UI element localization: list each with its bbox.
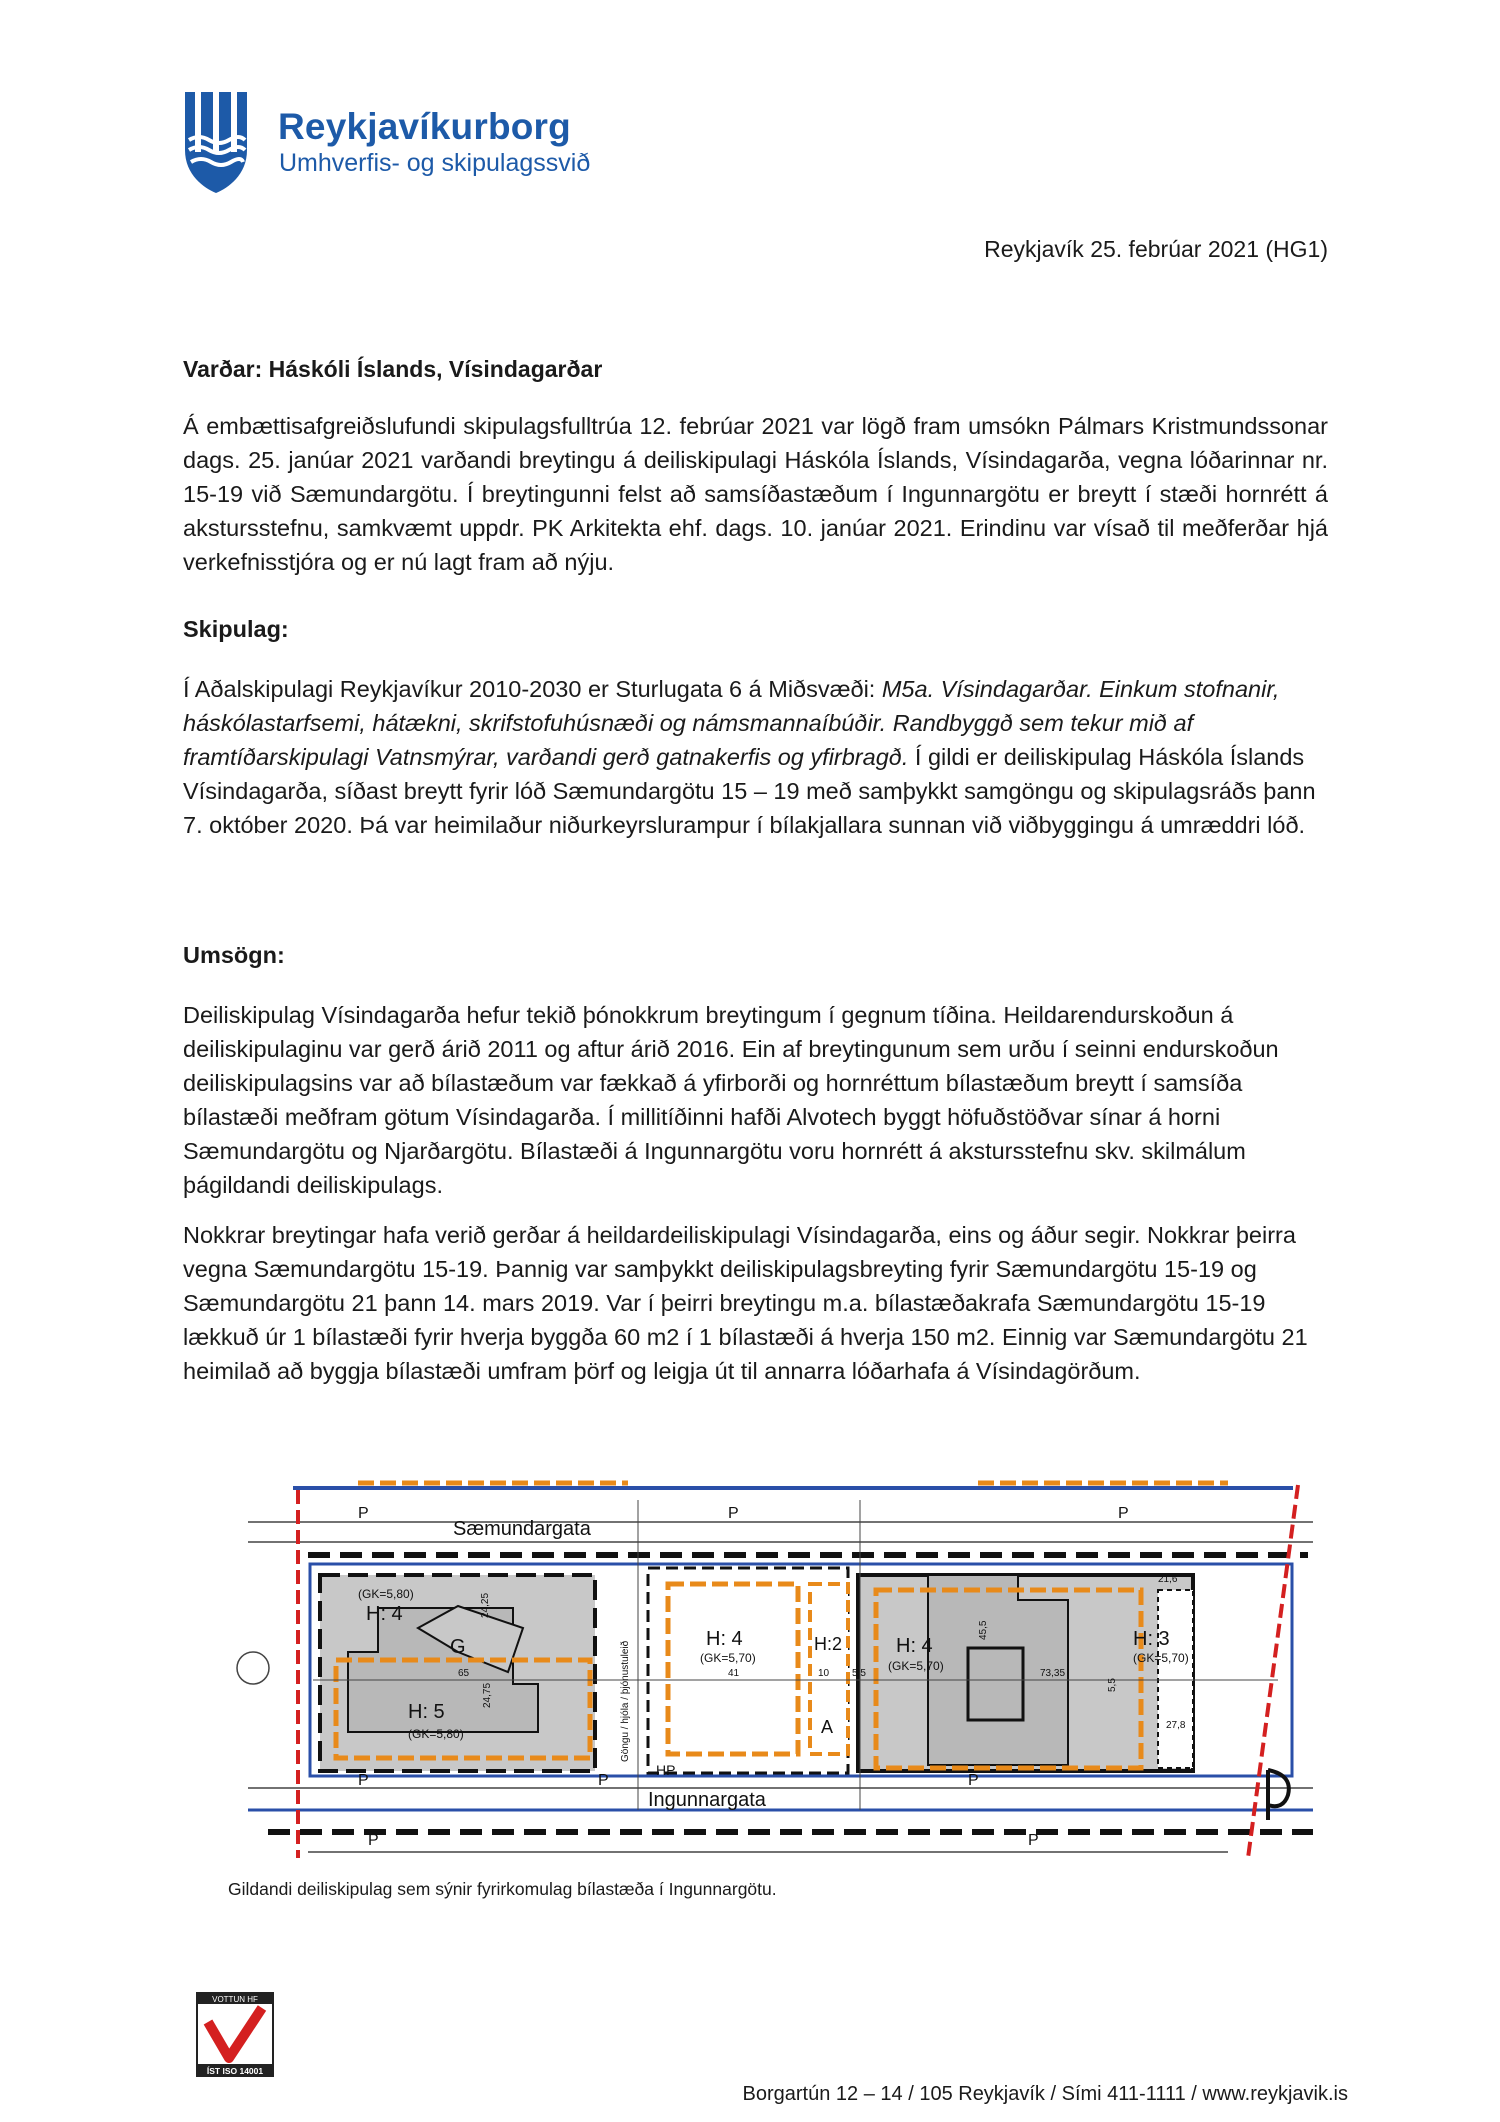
map-block-height: H: 4	[366, 1603, 403, 1625]
umsogn-heading: Umsögn:	[183, 942, 285, 968]
letter-date: Reykjavík 25. febrúar 2021 (HG1)	[984, 236, 1328, 262]
map-dimension: 41	[728, 1668, 740, 1679]
map-label-p: P	[1028, 1832, 1039, 1849]
org-department: Umhverfis- og skipulagssvið	[279, 149, 591, 177]
footer-contact: Borgartún 12 – 14 / 105 Reykjavík / Sími 411-1111 / www.reykjavik.is	[742, 2083, 1348, 2105]
map-label-p: P	[358, 1772, 369, 1789]
map-path-label: Göngu / hjóla / þjónustuleið	[620, 1640, 631, 1762]
cert-top-label: VOTTUN HF	[212, 1995, 258, 2004]
iso-certification-badge	[196, 1992, 274, 2077]
map-dimension: 24,25	[480, 1592, 491, 1618]
skipulag-text-b: Í gildi er deiliskipulag Háskóla Íslands Vísindagarða, síðast breytt fyrir lóð Sæmundargötu 15 – 19 með samþykkt samgöngu og skipulagsráðs þann 7. október 2020. Þá var heimilaður niðurkeyrslurampur í bílakjallara sunnan við viðbyggingu á umræddri lóð.	[183, 744, 1316, 838]
map-block-gk: (GK=5,70)	[700, 1651, 756, 1665]
org-name: Reykjavíkurborg	[278, 106, 571, 147]
skipulag-text-italic: M5a. Vísindagarðar. Einkum stofnanir, háskólastarfsemi, hátækni, skrifstofuhúsnæði og námsmannaíbúðir. Randbyggð sem tekur mið af framtíðarskipulagi Vatnsmýrar, varðandi gerð gatnakerfis og yfirbragð.	[183, 676, 1280, 770]
map-label-p: P	[368, 1832, 379, 1849]
map-block-gk: (GK=5,70)	[888, 1659, 944, 1673]
map-dimension: 24,75	[482, 1682, 493, 1708]
skipulag-heading: Skipulag:	[183, 616, 289, 642]
intro-paragraph: Á embættisafgreiðslufundi skipulagsfulltrúa 12. febrúar 2021 var lögð fram umsókn Pálmars Kristmundssonar dags. 25. janúar 2021 varðandi breytingu á deiliskipulagi Háskóla Íslands, Vísindagarða, vegna lóðarinnar nr. 15-19 við Sæmundargötu. Í breytingunni felst að samsíðastæðum í Ingunnargötu er breytt í stæði hornrétt á akstursstefnu, samkvæmt uppdr. PK Arkitekta ehf. dags. 10. janúar 2021. Erindinu var vísað til meðferðar hjá verkefnisstjóra og er nú lagt fram að nýju.	[183, 413, 1328, 575]
figure-caption: Gildandi deiliskipulag sem sýnir fyrirkomulag bílastæða í Ingunnargötu.	[228, 1879, 777, 1899]
letter-subject: Varðar: Háskóli Íslands, Vísindagarðar	[183, 356, 603, 382]
map-label-p: P	[1118, 1505, 1129, 1522]
map-block-height: H:2	[814, 1634, 843, 1654]
map-dimension: 10	[818, 1668, 830, 1679]
cert-bottom-label: ÍST ISO 14001	[206, 2066, 264, 2076]
map-dimension: 45,5	[978, 1620, 989, 1640]
map-dimension: 5,5	[1107, 1678, 1118, 1692]
map-street-south: Ingunnargata	[648, 1789, 766, 1811]
map-block-height: H: 5	[408, 1701, 445, 1723]
map-label-a: A	[821, 1717, 834, 1737]
map-block-gk: (GK=5,70)	[1133, 1651, 1189, 1665]
map-block-height: H: 4	[706, 1628, 743, 1650]
map-label-p: P	[968, 1772, 979, 1789]
site-plan-map	[228, 1480, 1313, 1858]
map-dimension: 21,6	[1158, 1574, 1178, 1585]
map-dimension: 5,5	[852, 1668, 866, 1679]
reykjavik-shield-logo	[183, 90, 249, 195]
skipulag-paragraph	[183, 672, 1328, 842]
map-label-p: P	[728, 1505, 739, 1522]
map-dimension: 27,8	[1166, 1720, 1186, 1731]
map-label-hp: HP	[656, 1762, 676, 1778]
map-dimension: 65	[458, 1668, 470, 1679]
map-block-gk: (GK=5,80)	[408, 1727, 464, 1741]
umsogn-paragraph-1: Deiliskipulag Vísindagarða hefur tekið þónokkrum breytingum í gegnum tíðina. Heildarendurskoðun á deiliskipulaginu var gerð árið 2011 og aftur árið 2016. Ein af breytingunum sem urðu í seinni endurskoðun deiliskipulagsins var að bílastæðum var fækkað á yfirborði og hornréttum bílastæðum breytt í samsíða bílastæði meðfram götum Vísindagarða. Í millitíðinni hafði Alvotech byggt höfuðstöðvar sínar á horni Sæmundargötu og Njarðargötu. Bílastæði á Ingunnargötu voru hornrétt á akstursstefnu skv. skilmálum þágildandi deiliskipulags.	[183, 1002, 1279, 1198]
map-street-north: Sæmundargata	[453, 1518, 591, 1540]
skipulag-text-a: Í Aðalskipulagi Reykjavíkur 2010-2030 er Sturlugata 6 á Miðsvæði:	[183, 676, 882, 702]
map-label-g: G	[450, 1636, 466, 1658]
map-dimension: 73,35	[1040, 1668, 1066, 1679]
map-block-height: H: 3	[1133, 1628, 1170, 1650]
map-label-p: P	[598, 1772, 609, 1789]
map-block-gk: (GK=5,80)	[358, 1587, 414, 1601]
map-label-p: P	[358, 1505, 369, 1522]
map-block-height: H: 4	[896, 1635, 933, 1657]
umsogn-paragraph-2: Nokkrar breytingar hafa verið gerðar á heildardeiliskipulagi Vísindagarða, eins og áður segir. Nokkrar þeirra vegna Sæmundargötu 15-19. Þannig var samþykkt deiliskipulagsbreyting fyrir Sæmundargötu 15-19 og Sæmundargötu 21 þann 14. mars 2019. Var í þeirri breytingu m.a. bílastæðakrafa Sæmundargötu 15-19 lækkuð úr 1 bílastæði fyrir hverja byggða 60 m2 í 1 bílastæði á hverja 150 m2. Einnig var Sæmundargötu 21 heimilað að byggja bílastæði umfram þörf og leigja út til annarra lóðarhafa á Vísindagörðum.	[183, 1222, 1308, 1384]
